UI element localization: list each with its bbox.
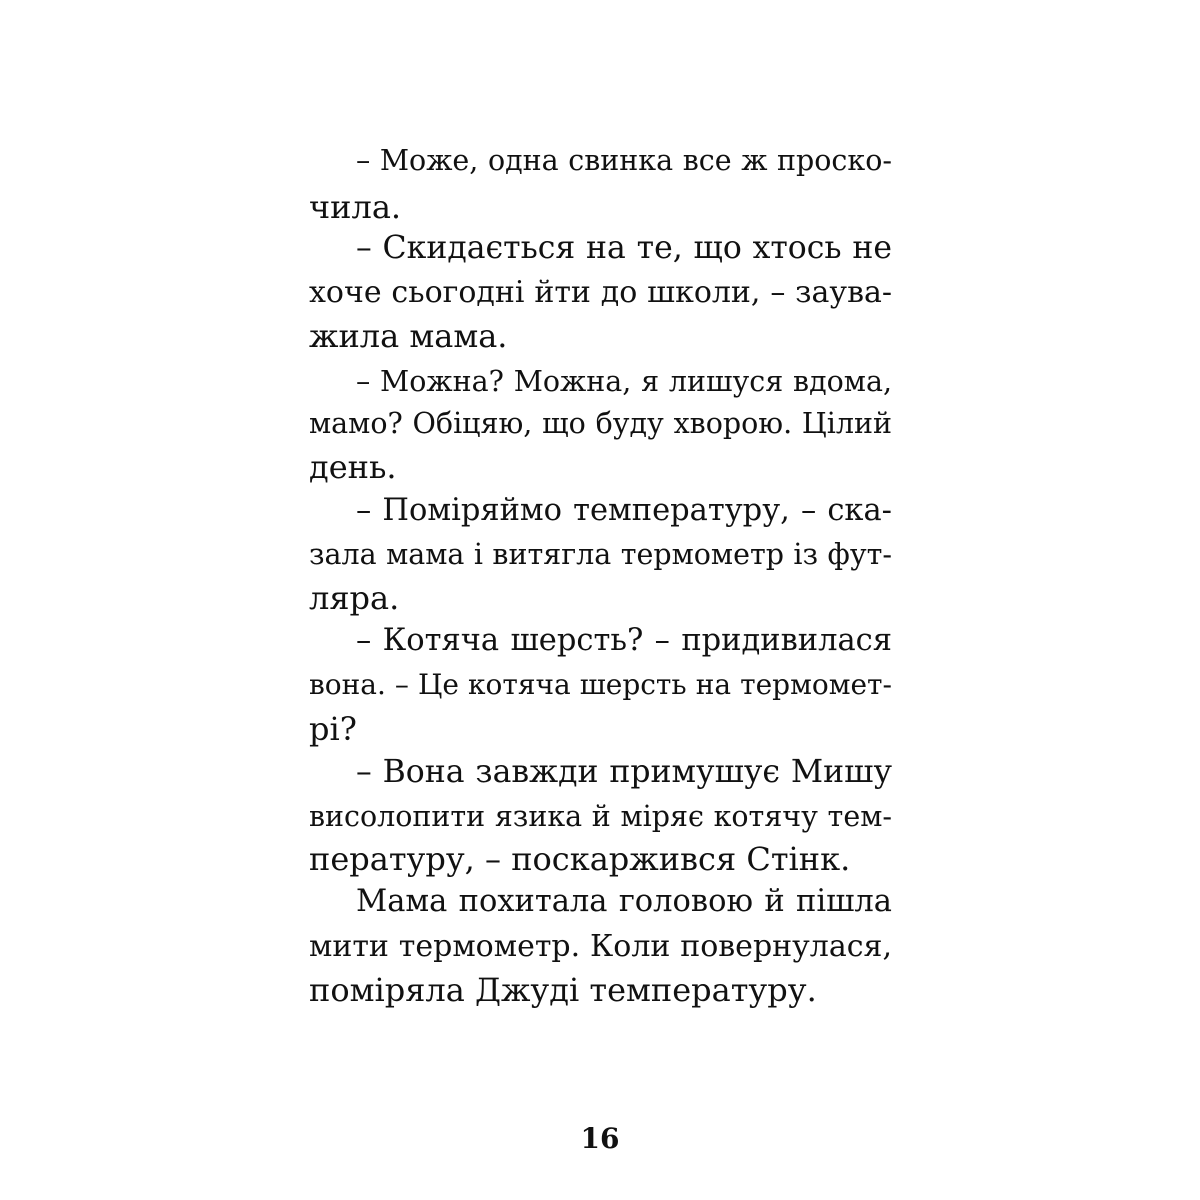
text-line: – Можна? Можна, я лишуся вдома, bbox=[356, 365, 892, 398]
text-line: висолопити язика й міряє котячу тем- bbox=[309, 800, 892, 833]
text-line: – Може, одна свинка все ж проско- bbox=[356, 144, 892, 177]
text-line: чила. bbox=[309, 188, 402, 226]
text-line: мити термометр. Коли повернулася, bbox=[309, 929, 892, 964]
text-line: вона. – Це котяча шерсть на термомет- bbox=[309, 668, 892, 701]
text-line: – Поміряймо температуру, – ска- bbox=[356, 493, 892, 528]
text-line: – Скидається на те, що хтось не bbox=[356, 230, 892, 266]
text-line: рі? bbox=[309, 710, 357, 748]
text-line: зала мама і витягла термометр із фут- bbox=[309, 538, 892, 571]
text-line: жила мама. bbox=[309, 317, 508, 355]
text-line: Мама похитала головою й пішла bbox=[356, 884, 892, 919]
text-line: – Вона завжди примушує Мишу bbox=[356, 754, 892, 790]
text-line: пературу, – поскаржився Стінк. bbox=[309, 840, 851, 878]
page-number: 16 bbox=[580, 1122, 620, 1155]
text-line: поміряла Джуді температуру. bbox=[309, 971, 817, 1009]
text-line: мамо? Обіцяю, що буду хворою. Цілий bbox=[309, 407, 892, 440]
text-line: – Котяча шерсть? – придивилася bbox=[356, 623, 892, 658]
text-line: день. bbox=[309, 448, 397, 486]
text-line: ляра. bbox=[309, 579, 400, 617]
text-line: хоче сьогодні йти до школи, – заува- bbox=[309, 275, 892, 310]
